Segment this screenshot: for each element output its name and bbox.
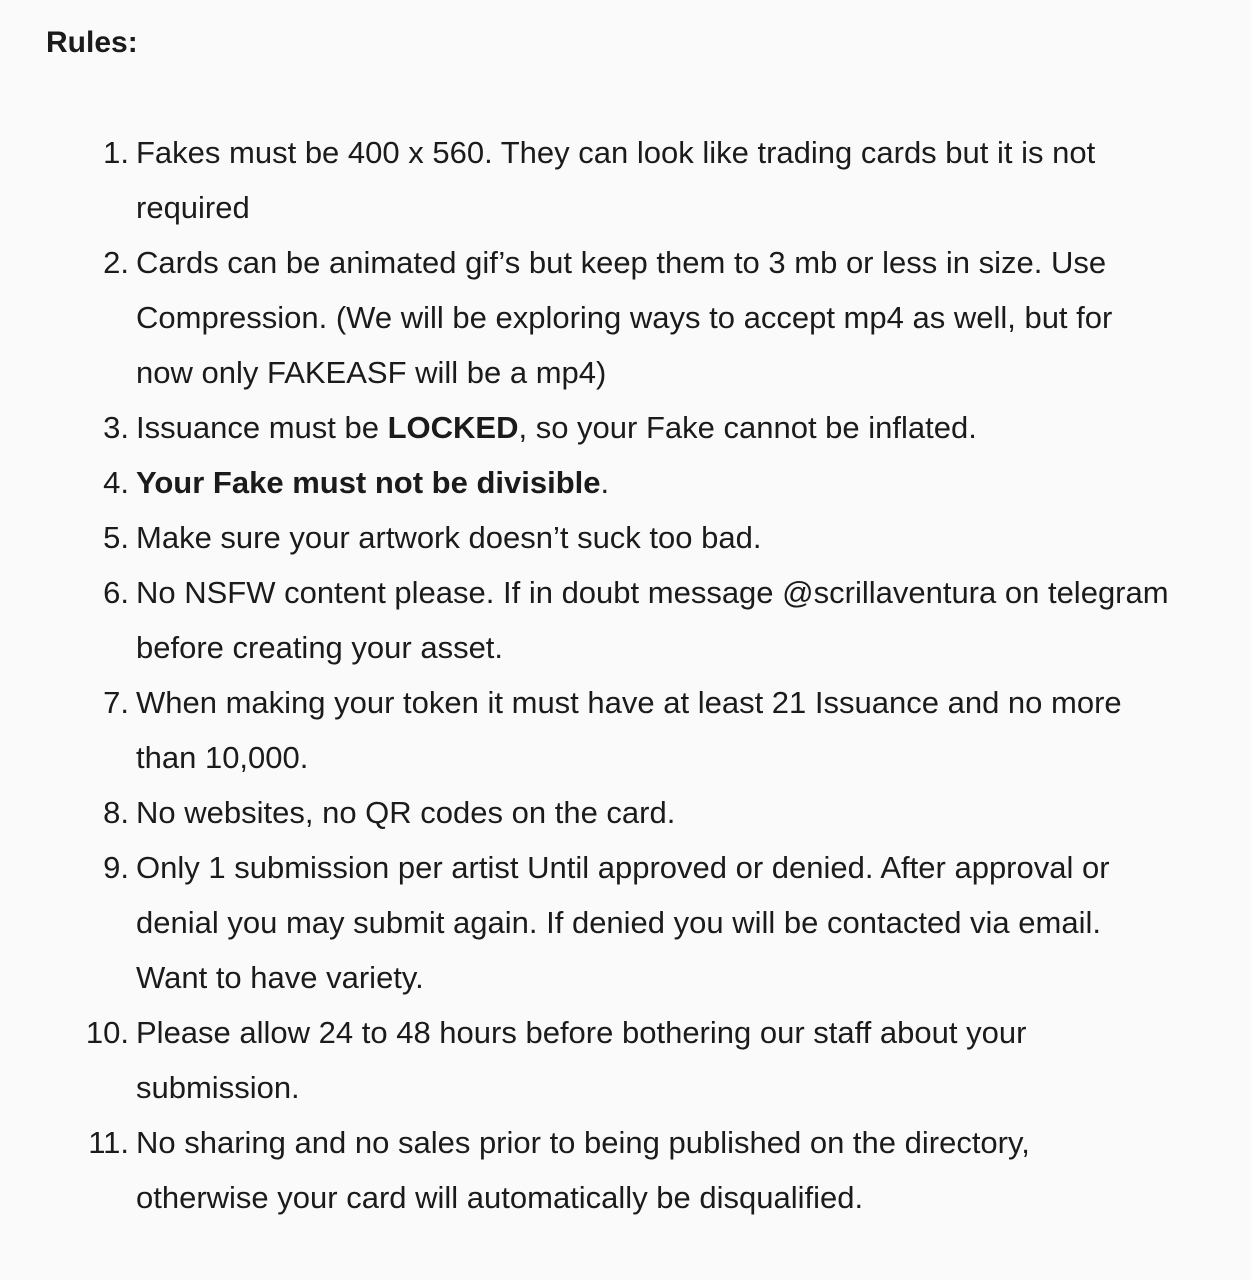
- rule-text: [136, 410, 977, 445]
- rule-text-segment: Fakes must be 400 x 560. They can look like trading cards but it is not required: [136, 135, 1096, 225]
- rules-list: [0, 125, 1251, 1225]
- rule-text: [136, 795, 675, 830]
- list-item: [0, 455, 1251, 510]
- rule-text-segment: When making your token it must have at least 21 Issuance and no more than 10,000.: [136, 685, 1122, 775]
- rule-number: 10.: [85, 1015, 129, 1050]
- rule-text: [136, 1015, 1026, 1105]
- rule-number: 5.: [103, 520, 129, 555]
- rule-text-segment: Make sure your artwork doesn’t suck too bad.: [136, 520, 762, 555]
- rule-text-segment: No websites, no QR codes on the card.: [136, 795, 676, 830]
- list-item: [0, 840, 1251, 1005]
- list-item: [0, 400, 1251, 455]
- list-item: [0, 510, 1251, 565]
- rule-text-segment: No NSFW content please. If in doubt message @scrillaventura on telegram before creating your asset.: [136, 575, 1169, 665]
- rule-number: 2.: [103, 245, 129, 280]
- rule-text-segment: Only 1 submission per artist Until approved or denied. After approval or denial you may submit again. If denied you will be contacted via email. Want to have variety.: [136, 850, 1110, 995]
- list-item: [0, 785, 1251, 840]
- list-item: [0, 565, 1251, 675]
- rule-text: [136, 575, 1169, 665]
- rule-text-segment: No sharing and no sales prior to being published on the directory, otherwise your card will automatically be disqualified.: [136, 1125, 1030, 1215]
- rule-number: 8.: [103, 795, 129, 830]
- list-item: [0, 125, 1251, 235]
- rule-text: [136, 245, 1112, 390]
- rule-text-segment: Cards can be animated gif’s but keep them to 3 mb or less in size. Use Compression. (We will be exploring ways to accept mp4 as well, but for now only FAKEASF will be a mp4): [136, 245, 1113, 390]
- rule-number: 3.: [103, 410, 129, 445]
- rule-text-emphasis: LOCKED: [387, 410, 519, 445]
- rule-number: 7.: [103, 685, 129, 720]
- rule-text: [136, 1125, 1030, 1215]
- rule-text: [136, 850, 1110, 995]
- rule-number: 6.: [103, 575, 129, 610]
- rule-number: 4.: [103, 465, 129, 500]
- rule-text-segment: .: [600, 465, 610, 500]
- rule-number: 11.: [88, 1125, 129, 1160]
- page-title: Rules:: [46, 26, 138, 59]
- rule-text: [136, 685, 1122, 775]
- rule-text-segment: Please allow 24 to 48 hours before bothering our staff about your submission.: [136, 1015, 1027, 1105]
- rule-text-segment: Issuance must be: [136, 410, 388, 445]
- rule-text-emphasis: Your Fake must not be divisible: [136, 465, 601, 500]
- rule-text: [136, 465, 609, 500]
- list-item: [0, 1005, 1251, 1115]
- rule-number: 9.: [103, 850, 129, 885]
- rule-text: [136, 520, 761, 555]
- rule-text: [136, 135, 1095, 225]
- list-item: [0, 235, 1251, 400]
- list-item: [0, 675, 1251, 785]
- rule-text-segment: , so your Fake cannot be inflated.: [518, 410, 977, 445]
- rule-number: 1.: [103, 135, 129, 170]
- list-item: [0, 1115, 1251, 1225]
